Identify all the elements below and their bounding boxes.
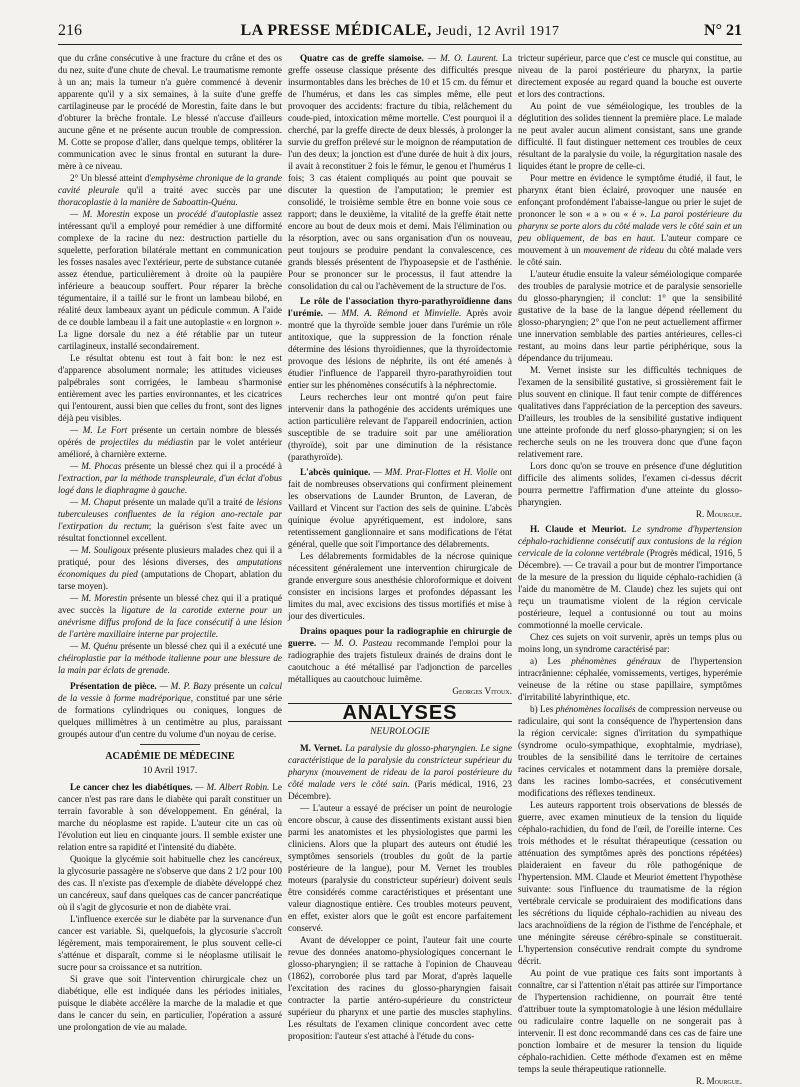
- text: présente un blessé chez qui il a pratiqué avec succès la: [58, 593, 282, 615]
- paragraph: tricteur supérieur, parce que c'est ce muscle qui constitue, au niveau de la paroi postérieure du pharynx, la partie directement exposée au regard quand la bouche est ouverte et lors des contractions.: [518, 53, 742, 99]
- paragraph: Au point de vue pratique ces faits sont importants à connaître, car si l'attention n'était pas attirée sur l'importance de l'hypertension rachidienne, on pourrait être tenté d'attribuer toute la symptomatologie à une lésion médullaire ou radiculaire contre laquelle on ne songerait pas à intervenir. Il est donc recommandé dans ces cas de faire une ponction lombaire et de mesurer la tension du liquide céphalo-rachidien. Cette méthode d'examen est en même temps la seule thérapeutique rationnelle.: [518, 968, 742, 1074]
- section-heading: Drains opaques pour la radiographie en chirurgie de guerre.: [288, 626, 512, 648]
- text: l'extraction, par la méthode transpleurale, d'un éclat d'obus logé dans le diaphragme à gauche.: [58, 473, 282, 495]
- journal-name: LA PRESSE MÉDICALE,: [240, 22, 432, 39]
- text: présente un certain nombre de blessés opérés de: [58, 425, 283, 447]
- text: mouvement de rideau: [583, 245, 664, 255]
- text: assez intéressant qu'il a employé pour remédier à une difformité complexe de la racine du nez: destruction partielle du squelette, perforation bilatérale mettant en communication les fosses nasales avec l'extérieur, perte de substance cutanée assez étendue, particulièrement à droite où la paupière inférieure a beaucoup souffert. Pour réparer la brèche tégumentaire, il a taillé sur le front un lambeau bilobé, en réalité deux lambeaux ayant un pédicule commun. A l'aide de ce double lambeau il a fait une autoplastie « en lorgnon ». La ligne dorsale du nez a été rétablie par un tuteur cartilagineux, installé secondairement.: [58, 209, 283, 351]
- paragraph: Si grave que soit l'intervention chirurgicale chez un diabétique, elle est indiquée dans les périodes initiales, puisque le diabète accélère la marche de la maladie et que dans le cancer du sein, en particulier, l'opération a assuré une prolongation de vie au malade.: [58, 974, 282, 1032]
- text: thoracoplastie à la manière de Saboattin-Quénu.: [58, 197, 238, 207]
- signature: R. Mourgue.: [695, 509, 742, 519]
- text: La greffe osseuse classique présente des difficultés presque insurmontables dans les brèches de 10 et 15 cm. du fémur et de l'humérus, et dans les cas simples même, elle peut provoquer des accidents: fracture du tibia, relâchement du coude-pied, intoxication même mortelle. C'est pourquoi il a cherché, par la greffe directe de deux blessés, à prolonger la survie du greffon prélevé sur le moignon de réamputation de l'un des deux; la jonction est d'une durée de huit à dix jours, il avait à reconstituer 2 fois le fémur, le genou et l'humérus 1 fois; 3 cas étaient compliqués au point que pouvait se discuter la question de l'amputation; le premier est consolidé, le troisième semble être en bonne voie sous ce rapport; dans le deuxième, la vitalité de la greffe était nette encore au bout de deux mois et demi. Mais l'élimination ou la résorption, avec ou sans organisation d'un os nouveau, peut toujours se produire pendant la convalescence, ces grands blessés présentent de l'hypoasepsie et de l'asthénie. Pour se prononcer sur le processus, il faut attendre la consolidation du cal ou l'achèvement de la structure de l'os.: [288, 53, 512, 291]
- academie-heading: ACADÉMIE DE MÉDECINE: [105, 751, 235, 762]
- page-number: 216: [58, 22, 82, 39]
- paragraph: Leurs recherches leur ont montré qu'on peut faire intervenir dans la pathogénie des accidents urémiques une action particulière relevant de l'appareil endocrinien, action susceptible de se traduire soit par une amélioration (thyroïde), soit par une diminution de la résistance (parathyroïde).: [288, 392, 512, 462]
- text: expose un: [129, 209, 178, 219]
- text: calcul de la vessie à forme madréporique: [58, 681, 282, 703]
- analyses-heading: ANALYSES: [288, 703, 512, 722]
- section-heading: Présentation de pièce.: [70, 681, 157, 691]
- paragraph: — L'auteur a essayé de préciser un point de neurologie encore obscur, à cause des dissentiments existant aussi bien parmi les anatomistes et les physiologistes que parmi les cliniciens. Alors que la plupart des auteurs ont étudié les symptômes sensoriels (troubles du goût de la partie postérieure de la langue), pour M. Vernet les troubles moteurs (paralysie du constricteur supérieur) doivent seuls être considérés comme caractéristiques et présentant une valeur diagnostique entière. Ces troubles moteurs peuvent, en effet, exister alors que le goût est encore parfaitement conservé.: [288, 803, 512, 933]
- text: du côté malade vers le côté sain.: [518, 245, 742, 267]
- separator: [140, 744, 200, 745]
- paragraph: [288, 295, 512, 391]
- paragraph: L'auteur étudie ensuite la valeur séméiologique comparée des troubles de paralysie motrice et de paralysie sensorielle du glosso-pharyngien; il conclut: 1° que la sensibilité gustative de la base de la langue dépend réellement du glosso-pharyngien; 2° que l'on ne peut actuellement affirmer une innervation semblable des parties antérieures, celles-ci restant, au moins dans leur partie périphérique, sous la dépendance du trijumeau.: [518, 269, 742, 363]
- paragraph: [58, 496, 282, 544]
- text: a) Les: [530, 656, 572, 666]
- author-name: — MM. A. Rémond et Minvielle.: [322, 308, 462, 318]
- text: amputations économiques du pied: [58, 557, 282, 579]
- paragraph: que du crâne consécutive à une fracture du crâne et des os du nez, suite d'une chute de cheval. Le traumatisme remonte à un an; mais la tumeur n'a guère commencé à devenir apparente qu'il y a six semaines, à la suite d'une greffe cartilagineuse par le procédé de Morestin, faite dans le but d'obturer la brèche frontale. Le blessé n'accuse d'ailleurs aucune gêne et ne présente aucun trouble de compression. M. Cotte se propose d'aller, dans quelque temps, oblitérer la communication avec le sinus frontal en suturant la dure-mère à ce niveau.: [58, 53, 282, 171]
- text: présente un: [211, 681, 260, 691]
- text: (amputations de Chopart, ablation du tarse moyen).: [58, 569, 282, 591]
- author-name: — M. Morestin: [70, 209, 130, 219]
- paragraph: [58, 424, 282, 460]
- text: recommande l'emploi pour la radiographie des trajets fistuleux drainés de drains dont le caoutchouc a été métallisé par l'adjonction de parcelles métalliques au caoutchouc luimême.: [288, 638, 512, 684]
- text: qu'il a traité avec succès par une: [118, 185, 282, 195]
- text: lésions tuberculeuses confluentes de la région ano-rectale par l'extirpation du rectum: [58, 497, 282, 531]
- article-title: La paralysie du glosso-pharyngien. Le signe caractéristique de la paralysie du constricteur supérieur du pharynx (mouvement de rideau de la paroi postérieure du côté malade vers le côté sain.: [288, 743, 512, 789]
- author-name: — M. Chaput: [70, 497, 121, 507]
- text: projectiles du médiastin: [100, 437, 194, 447]
- author-name: — M. Souligoux: [70, 545, 131, 555]
- page-header: [58, 22, 742, 42]
- text: procédé d'autoplastie: [177, 209, 259, 219]
- text: par le volet antérieur amélioré, à charnière externe.: [58, 437, 283, 459]
- issue-number: N° 21: [704, 22, 742, 39]
- column-1: [58, 52, 282, 1072]
- paragraph: [288, 625, 512, 685]
- text: de compression nerveuse ou radiculaire, qui sont la conséquence de l'hypertension dans la région cervicale: signes d'irritation du sympathique (syndrome oculo-sympathique, exophtalmie, mydriase), troubles de la sensibilité dans le territoire de certaines racines cervicales et notamment dans la première dorsale, dans les racines lombo-sacrées, et consécutivement modifications des réflexes tendineux.: [518, 704, 742, 798]
- signature: Georges Vitoux.: [452, 686, 512, 696]
- text: emphysème chronique de la grande cavité pleurale: [58, 173, 282, 195]
- text: Après avoir montré que la thyroïde semble jouer dans l'urémie un rôle antitoxique, que la suppression de la fonction rénale détermine des lésions thyroïdiennes, que la thyroïdectomie provoque des lésions de néphrite, ils ont été amenés à étudier l'influence de l'appareil thyro-parathyroïdien tout entier sur les phénomènes consécutifs à la néphrectomie.: [288, 308, 512, 390]
- paragraph: [58, 172, 282, 208]
- paragraph: [58, 680, 282, 740]
- section-heading: Quatre cas de greffe siamoise.: [300, 53, 424, 63]
- paragraph: Quoique la glycémie soit habituelle chez les cancéreux, la glycosurie passagère ne s'observe que dans 2 1/2 pour 100 des cas. Il n'existe pas d'exemple de diabète développé chez un cancéreux, sauf dans quelques cas de cancer pancréatique où il s'agit de glycosurie et non de diabète vrai.: [58, 854, 282, 912]
- text: (Progrès médical, 1916, 5 Décembre). — Ce travail a pour but de montrer l'importance de la mesure de la pression du liquide céphalo-rachidien (à l'aide du manomètre de M. Claude) chez les sujets qui ont reçu un traumatisme violent de la région cervicale postérieure, lequel a contusionné ou tout au moins commotionné la moelle cervicale.: [518, 548, 742, 630]
- paragraph: [58, 544, 282, 592]
- author-name: — MM. Prat-Flottes et H. Violle: [370, 467, 498, 477]
- paragraph: [518, 523, 742, 631]
- text: Pour mettre en évidence le symptôme étudié, il faut, le pharynx étant bien éclairé, provoquer une nausée en enfonçant profondément l'abaisse-langue ou prier le sujet de prononcer le son « a » ou « é ».: [518, 173, 742, 219]
- paragraph: Le résultat obtenu est tout à fait bon: le nez est d'apparence absolument normale; les attitudes vicieuses palpébrales sont corrigées, le lambeau s'harmonise entièrement avec les parties environnantes, et les cicatrices qui l'entourent, aussi bien que celles du front, sont des lignes déjà peu visibles.: [58, 353, 282, 423]
- text: chéiroplastie par la méthode italienne pour une blessure de la main par éclats de grenade.: [58, 653, 282, 675]
- paragraph: Avant de développer ce point, l'auteur fait une courte revue des données anatomo-physiologiques concernant le glosso-pharyngien; il se rattache à l'opinion de Chauveau (1862), corroborée plus tard par Morat, d'après laquelle l'excitation des racines du glosso-pharyngien faisait contracter la partie antéro-supérieure du constricteur supérieur du pharynx et une partie des muscles staphylins. Les résultats de l'examen clinique concordent avec cette proposition: l'auteur s'est attaché à l'étude du cons-: [288, 935, 512, 1041]
- text: Le cancer n'est pas rare dans le diabète qui paraît constituer un terrain favorable à son développement. En général, la marche du néoplasme est rapide. L'auteur cite un cas où l'évolution eut lieu en cinquante jours. Il semble exister une relation entre sa rapidité et l'intensité du diabète.: [58, 782, 282, 852]
- text: de l'hypertension intracrânienne: céphalée, vomissements, vertiges, hyperémie veineuse de la rétine ou stase papillaire, symptômes d'irritabilité labyrinthique, etc.: [518, 656, 742, 702]
- paragraph: [58, 781, 282, 853]
- paragraph: [288, 742, 512, 802]
- author-name: — M. Morestin: [70, 593, 128, 603]
- issue-date: Jeudi, 12 Avril 1917: [436, 24, 560, 39]
- paragraph: [518, 655, 742, 703]
- article-title: Le syndrome d'hypertension céphalo-rachidienne consécutif aux contusions de la région cervicale de la colonne vertébrale: [518, 524, 742, 558]
- paragraph: [58, 592, 282, 640]
- author-name: H. Claude et Meuriot.: [530, 524, 627, 534]
- paragraph: [518, 172, 742, 268]
- section-heading: Le cancer chez les diabétiques.: [70, 782, 193, 792]
- text: L'auteur compare ce mouvement à un: [518, 233, 742, 255]
- paragraph: Chez ces sujets on voit survenir, après un temps plus ou moins long, un syndrome caractérisé par:: [518, 632, 742, 654]
- text: phénomènes généraux: [571, 656, 661, 666]
- author-name: — M. Phocas: [70, 461, 122, 471]
- paragraph: Les auteurs rapportent trois observations de blessés de guerre, avec examen minutieux de la tension du liquide céphalo-rachidien, du fond de l'œil, de l'oreille interne. Ces trois méthodes et le résultat thérapeutique (cessation ou atténuation des symptômes après des ponctions répétées) plaideraient en faveur du rôle pathogénique de l'hypertension. MM. Claude et Meuriot émettent l'hypothèse suivante: sous l'influence du traumatisme de la région vertébrale cervicale se produiraient des modifications dans les sécrétions du liquide céphalo-rachidien au niveau des lacs arachnoïdiens de la région de l'isthme de l'encéphale, et une méningite séreuse cérébro-spinale se constituerait. L'hypertension consécutive rendrait compte du syndrome décrit.: [518, 800, 742, 966]
- paragraph: Au point de vue séméiologique, les troubles de la déglutition des solides tiennent la première place. Le malade ne peut avaler aucun aliment consistant, sans une grande difficulté. Il faut distinguer nettement ces troubles de ceux résultant de la paralysie du voile, la régurgitation nasale des liquides étant le propre de celle-ci.: [518, 101, 742, 171]
- paragraph: M. Vernet insiste sur les difficultés techniques de l'examen de la sensibilité gustative, si grossièrement fait le plus souvent en clinique. Il faut tenir compte de différences qualitatives dans l'appréciation de la perception des saveurs. D'ailleurs, les troubles de la sensibilité gustative indiquent une atteinte profonde du nerf glosso-pharyngien; si on les recherche seuls on ne les trouvera donc que d'une façon relativement rare.: [518, 365, 742, 459]
- paragraph: [58, 460, 282, 496]
- author-name: M. Vernet.: [300, 743, 343, 753]
- academie-date: 10 Avril 1917.: [142, 766, 198, 776]
- paragraph: [288, 52, 512, 292]
- text: présente un blessé chez qui il a exécuté une: [117, 641, 282, 651]
- text: présente plusieurs malades chez qui il a pratiqué, pour des lésions diverses, des: [58, 545, 282, 567]
- citation: (Paris médical, 1916, 23 Décembre).: [288, 779, 512, 801]
- paragraph: [58, 640, 282, 676]
- text: présente un blessé chez qui il a procédé à: [121, 461, 282, 471]
- paragraph: Lors donc qu'on se trouve en présence d'une déglutition difficile des aliments solides, l'examen ci-dessus décrit pourra permettre l'affirmation d'une atteinte du glosso-pharyngien.: [518, 461, 742, 507]
- text: , constitué par une série de formations cylindriques ou coniques, longues de quelques millimètres à un centimètre au plus, paraissant groupés autour d'un centre du volume d'un noyau de cerise.: [58, 693, 282, 739]
- author-name: — M. O. Pasteau: [316, 638, 393, 648]
- author-name: — M. Albert Robin.: [192, 782, 270, 792]
- paragraph: [518, 703, 742, 799]
- section-heading: Le rôle de l'association thyro-parathyroïdienne dans l'urémie.: [288, 296, 512, 318]
- paragraph: [288, 466, 512, 550]
- journal-title: [58, 22, 742, 40]
- header-rule: [58, 44, 742, 45]
- column-2: [288, 52, 512, 1072]
- text: 2° Un blessé atteint d': [70, 173, 152, 183]
- text: La paroi postérieure du pharynx se porte alors du côté malade vers le côté sain et un peu obliquement, de bas en haut.: [518, 209, 742, 243]
- text: ligature de la carotide externe pour un anévrisme diffus profond de la face consécutif à une lésion de l'artère maxillaire interne par projectile.: [58, 605, 282, 639]
- signature: R. Mourgue.: [695, 1076, 742, 1086]
- text: b) Les: [530, 704, 556, 714]
- text: phénomènes localisés: [555, 704, 636, 714]
- column-3: [518, 52, 742, 1086]
- text: ont fait de nombreuses observations qui confirment pleinement les observations de Launder Brunton, de Laveran, de Vaillard et Vincent sur l'action des sels de quinine. L'abcès quinique évolue apyrétiquement, est indolore, sans retentissement ganglionnaire et sans modifications de l'état général, quelle que soit l'importance des délabrements.: [288, 467, 512, 549]
- author-name: — M. Quénu: [70, 641, 118, 651]
- author-name: — M. Le Fort: [70, 425, 128, 435]
- text: ; la guérison s'est faite avec un résultat fonctionnel excellent.: [58, 521, 282, 543]
- paragraph: [58, 208, 282, 352]
- section-heading: L'abcès quinique.: [300, 467, 371, 477]
- paragraph: L'influence exercée sur le diabète par la survenance d'un cancer est variable. Si, quelquefois, la glycosurie s'accroît légèrement, mais temporairement, le plus souvent celle-ci s'atténue et disparaît, comme si le néoplasme utilisait le sucre pour sa croissance et sa nutrition.: [58, 914, 282, 972]
- author-name: — M. P. Bazy: [156, 681, 212, 691]
- author-name: — M. O. Laurent.: [423, 53, 499, 63]
- neurologie-heading: NEUROLOGIE: [370, 727, 430, 737]
- text: présente un malade qu'il a traité de: [120, 497, 257, 507]
- paragraph: Les délabrements formidables de la nécrose quinique nécessitent généralement une intervention chirurgicale de grande envergure sous anesthésie chloroformique et doivent consister en incisions larges et profondes dépassant les limites du mal, avec excisions des tissus mortifiés et mise à jour des diverticules.: [288, 551, 512, 621]
